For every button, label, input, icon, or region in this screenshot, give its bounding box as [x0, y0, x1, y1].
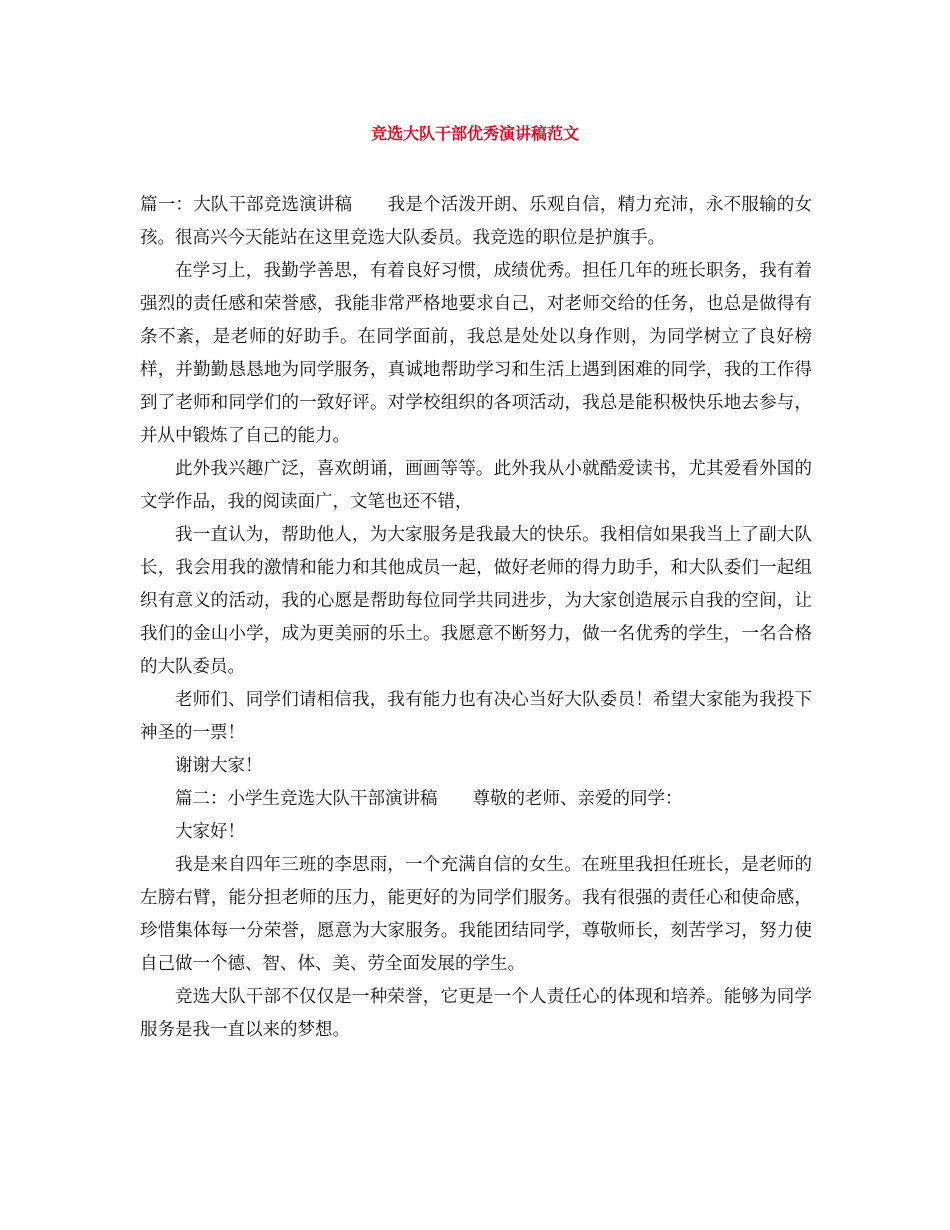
paragraph-1: 篇一：大队干部竞选演讲稿 我是个活泼开朗、乐观自信，精力充沛，永不服输的女孩。很高兴今天能站在这里竞选大队委员。我竞选的职位是护旗手。 [140, 195, 812, 248]
document-body [140, 189, 812, 1047]
paragraph-3: 此外我兴趣广泛，喜欢朗诵，画画等等。此外我从小就酷爱读书，尤其爱看外国的文学作品，我的阅读面广，文笔也还不错， [140, 459, 812, 512]
paragraph-8: 大家好！ [175, 822, 245, 842]
paragraph-5: 老师们、同学们请相信我，我有能力也有决心当好大队委员！希望大家能为我投下神圣的一票！ [140, 690, 812, 743]
paragraph-10: 竞选大队干部不仅仅是一种荣誉，它更是一个人责任心的体现和培养。能够为同学服务是我一直以来的梦想。 [140, 987, 812, 1040]
document-title: 竞选大队干部优秀演讲稿范文 [370, 124, 579, 143]
paragraph-2: 在学习上，我勤学善思，有着良好习惯，成绩优秀。担任几年的班长职务，我有着强烈的责任感和荣誉感，我能非常严格地要求自己，对老师交给的任务，也总是做得有条不紊，是老师的好助手。在同学面前，我总是处处以身作则，为同学树立了良好榜样，并勤勤恳恳地为同学服务，真诚地帮助学习和生活上遇到困难的同学，我的工作得到了老师和同学们的一致好评。对学校组织的各项活动，我总是能积极快乐地去参与，并从中锻炼了自己的能力。 [140, 261, 812, 446]
paragraph-4: 我一直认为，帮助他人，为大家服务是我最大的快乐。我相信如果我当上了副大队长，我会用我的激情和能力和其他成员一起，做好老师的得力助手，和大队委们一起组织有意义的活动，我的心愿是帮助每位同学共同进步，为大家创造展示自我的空间，让我们的金山小学，成为更美丽的乐土。我愿意不断努力，做一名优秀的学生，一名合格的大队委员。 [140, 525, 812, 677]
paragraph-7: 篇二：小学生竞选大队干部演讲稿 尊敬的老师、亲爱的同学： [175, 789, 683, 809]
paragraph-6: 谢谢大家！ [175, 756, 263, 776]
paragraph-9: 我是来自四年三班的李思雨，一个充满自信的女生。在班里我担任班长，是老师的左膀右臂，能分担老师的压力，能更好的为同学们服务。我有很强的责任心和使命感，珍惜集体每一分荣誉，愿意为大家服务。我能团结同学，尊敬师长，刻苦学习，努力使自己做一个德、智、体、美、劳全面发展的学生。 [140, 855, 812, 974]
